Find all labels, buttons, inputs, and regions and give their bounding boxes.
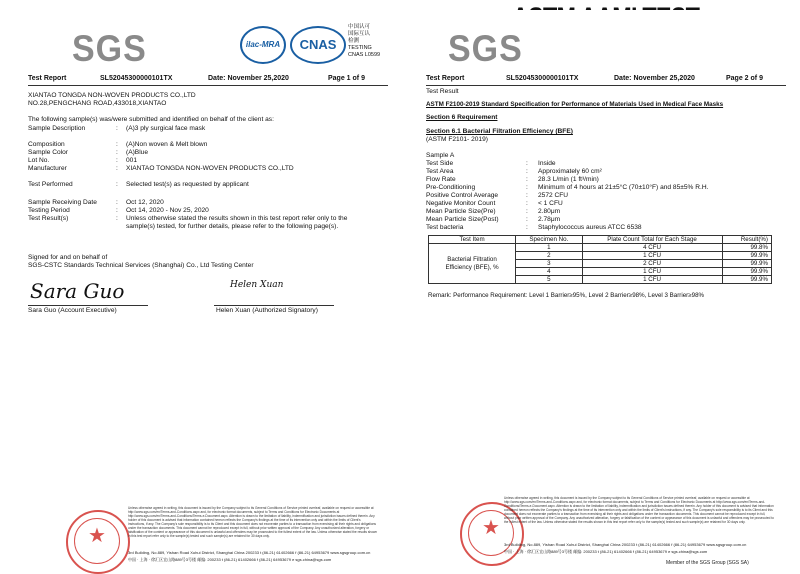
star-icon: ★	[482, 517, 500, 539]
param-label: Flow Rate	[426, 176, 456, 183]
report-number: SL52045300000101TX	[100, 75, 173, 82]
test-result-label: Test Result	[426, 88, 459, 95]
param-value: < 1 CFU	[538, 200, 563, 207]
footer-address-en: 3rd Building, No.889, Yishan Road Xuhui District, Shanghai China 200233 t (86-21) 61402666 f (86-21) 64953679 www.sgsgroup.com.cn	[128, 550, 371, 555]
plate-count: 2 CFU	[582, 260, 722, 268]
signed-line-2: SGS-CSTC Standards Technical Services (Shanghai) Co., Ltd Testing Center	[28, 262, 254, 269]
field-colon: :	[116, 141, 118, 148]
test-item-cell	[429, 244, 516, 284]
remark-text: Remark: Performance Requirement: Level 1 Barrier≥95%, Level 2 Barrier≥98%, Level 3 Barrier≥98%	[428, 292, 705, 299]
param-value: Staphylococcus aureus ATCC 6538	[538, 224, 642, 231]
param-label: Pre-Conditioning	[426, 184, 476, 191]
field-label: Sample Color	[28, 149, 68, 156]
field-colon: :	[116, 207, 118, 214]
report-label: Test Report	[426, 75, 465, 82]
field-colon: :	[116, 125, 118, 132]
param-label: Mean Particle Size(Post)	[426, 216, 499, 223]
field-value: (A)3 ply surgical face mask	[126, 125, 206, 132]
field-label: Test Performed	[28, 181, 73, 188]
table-row	[429, 244, 772, 252]
plate-count: 1 CFU	[582, 276, 722, 284]
param-colon: :	[526, 184, 528, 191]
sgs-logo: SGS	[72, 28, 147, 70]
signature-helen-xuan: Helen Xuan	[230, 280, 284, 290]
param-label: Test Side	[426, 160, 454, 167]
plate-count: 1 CFU	[582, 252, 722, 260]
star-icon: ★	[88, 525, 106, 547]
cnas-cn-line: 中国认可	[348, 24, 371, 30]
specimen-no: 5	[516, 276, 582, 284]
field-label: Lot No.	[28, 157, 50, 164]
field-colon: :	[116, 199, 118, 206]
plate-count: 1 CFU	[582, 268, 722, 276]
result-percent: 99.9%	[722, 260, 772, 268]
specimen-no: 2	[516, 252, 582, 260]
cnas-testing-label: TESTING	[348, 45, 372, 51]
table-header: Test Item	[429, 236, 516, 244]
result-percent: 99.9%	[722, 276, 772, 284]
section-6-heading: Section 6 Requirement	[426, 114, 498, 121]
footer-address-en: 3rd Building, No.889, Yishan Road Xuhui District, Shanghai China 200233 t (86-21) 61402666 f (86-21) 64953679 www.sgsgroup.com.cn	[504, 542, 747, 547]
astm-reference: (ASTM F2101- 2019)	[426, 136, 488, 143]
field-colon: :	[116, 157, 118, 164]
param-colon: :	[526, 224, 528, 231]
signatory-left: Sara Guo (Account Executive)	[28, 307, 117, 314]
signed-line-1: Signed for and on behalf of	[28, 254, 108, 261]
field-label: Testing Period	[28, 207, 70, 214]
report-number: SL52045300000101TX	[506, 75, 579, 82]
signature-line	[28, 305, 148, 306]
test-item-line: Efficiency (BFE), %	[445, 263, 499, 271]
red-seal-stamp	[66, 510, 130, 574]
footer-address-cn: 中国 · 上海 · 徐汇区宜山路889号3号楼 邮编: 200233 t (86-21) 61402666 f (86-21) 64953679 e sgs.china@sgs.com	[128, 557, 332, 562]
param-label: Positive Control Average	[426, 192, 499, 199]
param-value: 2572 CFU	[538, 192, 569, 199]
param-value: Inside	[538, 160, 556, 167]
cnas-number: CNAS L0599	[348, 52, 381, 58]
param-value: Minimum of 4 hours at 21±5°C (70±10°F) and 85±5% R.H.	[538, 184, 709, 191]
field-label: Sample Description	[28, 125, 86, 132]
field-colon: :	[116, 165, 118, 172]
signature-sara-guo: Sara Guo	[30, 279, 125, 303]
terms-fine-print: Unless otherwise agreed in writing, this document is issued by the Company subject to its General Conditions of Service printed overleaf, available on request or accessible at http://www.sgs.com/en/Terms-and-Conditions.aspx and, for electronic format documents, subject to Terms and Conditions for Electronic Documents at http://www.sgs.com/en/Terms-and-Conditions/Terms-e-Document.aspx. Attention is drawn to the limitation of liability, indemnification and jurisdiction issues defined therein. Any holder of this document is advised that information contained hereon reflects the Company's findings at the time of its intervention only and within the limits of Client's instructions, if any. The Company's sole responsibility is to its Client and this document does not exonerate parties to a transaction from exercising all their rights and obligations under the transaction documents. This document cannot be reproduced except in full, without prior written approval of the Company. Any unauthorized alteration, forgery or falsification of the content or appearance of this document is unlawful and offenders may be prosecuted to the fullest extent of the law. Unless otherwise stated the results shown in this test report refer only to the sample(s) tested and such sample(s) are retained for 30 days only.	[128, 506, 378, 538]
cnas-logo: CNAS	[290, 26, 346, 64]
result-percent: 99.8%	[722, 244, 772, 252]
field-value: (A)Non woven & Melt blown	[126, 141, 208, 148]
param-label: Test bacteria	[426, 224, 464, 231]
report-header	[28, 73, 388, 86]
param-value: Approximately 60 cm²	[538, 168, 602, 175]
field-value-continued: sample(s) tested, for further details, please refer to the following page(s).	[126, 223, 339, 230]
param-colon: :	[526, 200, 528, 207]
param-colon: :	[526, 192, 528, 199]
param-label: Test Area	[426, 168, 454, 175]
result-percent: 99.9%	[722, 268, 772, 276]
sgs-logo: SGS	[448, 28, 523, 70]
field-value: Oct 14, 2020 - Nov 25, 2020	[126, 207, 209, 214]
table-header: Result(%)	[722, 236, 772, 244]
page-number: Page 1 of 9	[328, 75, 365, 82]
param-colon: :	[526, 208, 528, 215]
cnas-chinese-text	[348, 24, 380, 59]
field-label: Composition	[28, 141, 65, 148]
param-colon: :	[526, 216, 528, 223]
signature-line	[214, 305, 334, 306]
plate-count: 4 CFU	[582, 244, 722, 252]
bfe-results-table	[428, 235, 772, 284]
param-colon: :	[526, 160, 528, 167]
field-colon: :	[116, 149, 118, 156]
cnas-cn-line: 检测	[348, 38, 360, 44]
cnas-cn-line: 国际互认	[348, 31, 371, 37]
intro-text: The following sample(s) was/were submitted and identified on behalf of the client as:	[28, 116, 274, 123]
report-date: Date: November 25,2020	[614, 75, 695, 82]
param-label: Mean Particle Size(Pre)	[426, 208, 496, 215]
client-address: NO.28,PENGCHANG ROAD,433018,XIANTAO	[28, 100, 167, 107]
member-of-sgs-group: Member of the SGS Group (SGS SA)	[666, 560, 749, 566]
param-label: Negative Monitor Count	[426, 200, 496, 207]
test-item-line: Bacterial Filtration	[447, 255, 497, 263]
result-percent: 99.9%	[722, 252, 772, 260]
report-page-2	[426, 10, 786, 570]
field-value: Selected test(s) as requested by applicant	[126, 181, 249, 188]
field-value: Oct 12, 2020	[126, 199, 164, 206]
specimen-no: 1	[516, 244, 582, 252]
field-label: Manufacturer	[28, 165, 67, 172]
field-colon: :	[116, 181, 118, 188]
table-header-row	[429, 236, 772, 244]
field-value: Unless otherwise stated the results shown in this test report refer only to the	[126, 215, 348, 222]
section-6-1-heading: Section 6.1 Bacterial Filtration Efficiency (BFE)	[426, 128, 573, 135]
param-value: 28.3 L/min (1 ft³/min)	[538, 176, 599, 183]
ilac-mra-logo: ilac-MRA	[240, 26, 286, 64]
param-value: 2.80μm	[538, 208, 561, 215]
report-header	[426, 73, 786, 86]
sample-label: Sample A	[426, 152, 455, 159]
client-name: XIANTAO TONGDA NON-WOVEN PRODUCTS CO.,LTD	[28, 92, 196, 99]
param-colon: :	[526, 176, 528, 183]
standard-title: ASTM F2100-2019 Standard Specification for Performance of Materials Used in Medical Face Masks	[426, 101, 724, 108]
field-value: 001	[126, 157, 138, 164]
param-value: 2.78μm	[538, 216, 561, 223]
page-number: Page 2 of 9	[726, 75, 763, 82]
terms-fine-print: Unless otherwise agreed in writing, this document is issued by the Company subject to its General Conditions of Service printed overleaf, available on request or accessible at http://www.sgs.com/en/Terms-and-Conditions.aspx and, for electronic format documents, subject to Terms and Conditions for Electronic Documents at http://www.sgs.com/en/Terms-and-Conditions/Terms-e-Document.aspx. Attention is drawn to the limitation of liability, indemnification and jurisdiction issues defined therein. Any holder of this document is advised that information contained hereon reflects the Company's findings at the time of its intervention only and within the limits of Client's instructions, if any. The Company's sole responsibility is to its Client and this document does not exonerate parties to a transaction from exercising all their rights and obligations under the transaction documents. This document cannot be reproduced except in full, without prior written approval of the Company. Any unauthorized alteration, forgery or falsification of the content or appearance of this document is unlawful and offenders may be prosecuted to the fullest extent of the law. Unless otherwise stated the results shown in this test report refer only to the sample(s) tested and such sample(s) are retained for 30 days only.	[504, 496, 774, 524]
field-label: Test Result(s)	[28, 215, 69, 222]
report-page-1	[28, 10, 388, 570]
field-label: Sample Receiving Date	[28, 199, 97, 206]
field-value: (A)Blue	[126, 149, 148, 156]
field-colon: :	[116, 215, 118, 222]
table-header: Plate Count Total for Each Stage	[582, 236, 722, 244]
footer-address-cn: 中国 · 上海 · 徐汇区宜山路889号3号楼 邮编: 200233 t (86-21) 61402666 f (86-21) 64953679 e sgs.china@sgs.com	[504, 549, 708, 554]
report-label: Test Report	[28, 75, 67, 82]
param-colon: :	[526, 168, 528, 175]
report-date: Date: November 25,2020	[208, 75, 289, 82]
field-value: XIANTAO TONGDA NON-WOVEN PRODUCTS CO.,LTD	[126, 165, 294, 172]
signatory-right: Helen Xuan (Authorized Signatory)	[216, 307, 318, 314]
specimen-no: 4	[516, 268, 582, 276]
specimen-no: 3	[516, 260, 582, 268]
table-header: Specimen No.	[516, 236, 582, 244]
